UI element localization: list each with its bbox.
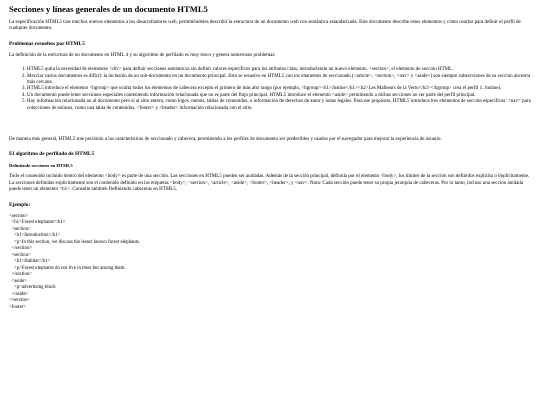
defining-heading: Definiendo secciones en HTML5 bbox=[9, 163, 73, 169]
problems-list-item: 3. HTML5 introduce el elemento <hgroup> que oculta todos los elementos de cabecera excepto el primero de más alto rango (por ejemplo, <hgroup><h1>Justine</h1><h2>Les Malheurs de la Vertu</h2></hgroup> crea el perfil 1. Justine). bbox=[27, 86, 531, 92]
spacer bbox=[9, 120, 531, 137]
algorithm-heading: El algoritmo de perfilado de HTML5 bbox=[9, 151, 95, 158]
problems-list-item: 2. Mezclar varios documentos es difícil: la inclusión de un sub-documento en un documento principal. Esto se resuelve en HTML5 con los elementos de seccionado (<article>, <section>, <nav> y <aside>) son siempre subsecciones de su sección ancestra más cercana. bbox=[27, 74, 531, 87]
intro-paragraph: La especificación HTML5 trae muchos nuevos elementos a los desarrolladores web, permitiéndoles describir la estructura de un documento web con semántica estandarizada. Este documento describe estos elementos y cómo usarlos para definir el perfil de cualquier documento. bbox=[9, 20, 521, 32]
problems-intro: La definición de la estructura de un documento en HTML 4 y su algoritmo de perfilado es muy tosco y genera numerosos problemas: bbox=[9, 52, 276, 58]
problems-list bbox=[9, 67, 531, 112]
example-heading: Ejemplo: bbox=[9, 201, 31, 208]
defining-paragraph: Todo el contenido incluido dentro del elemento <body> es parte de una sección. Las secciones en HTML5 pueden ser anidadas. Además de la sección principal, definida por el elemento <body>, los límites de la sección son definidos explícita o implícitamente. La secciones definidas explícitamente son el contenido definido en las etiquetas <body>, <section>, <article>, <aside>, <footer>, <header>, y <nav>. Nota: Cada sección puede tener su propia jerarquía de cabeceras. Por lo tanto, incluso una sección anidada puede tener un elemento <h1>. Consulte también Definiendo cabeceras en HTML5. bbox=[9, 174, 530, 193]
problems-list-item: 4. Un documento puede tener secciones especiales conteniendo información relacionada que no es parte del flujo principal. HTML5 introduce el elemento <aside> permitiendo a dichas secciones no ser parte del perfil principal. bbox=[27, 93, 531, 99]
summary-paragraph: De manera más general, HTML5 trae precisión a las características de seccionado y cabecera, permitiendo a los perfiles de documento ser predecibles y usados por el navegador para mejorar la experiencia de usuario. bbox=[9, 137, 442, 143]
page-title: Secciones y líneas generales de un documento HTML5 bbox=[9, 4, 208, 14]
problems-heading: Problemas resueltos por HTML5 bbox=[9, 40, 85, 47]
problems-list-item: 1. HTML5 quita la necesidad de elementos <div> para definir secciones semánticas sin definir valores específicos para los atributos class, introduciendo un nuevo elemento, <section>, el elemento de sección HTML. bbox=[27, 67, 531, 73]
problems-list-item: 5. Hay información relacionada no al documento pero si al sitio entero, como logos, menús, tablas de contenidos, o información de derechos de autor y notas legales. Para ese propósito, HTML5 introduce tres elementos de sección específicos: <nav> para colecciones de enlaces, como una tabla de contenidos, <footer> y <header> información relacionada con el sitio. bbox=[27, 99, 531, 112]
example-code-block: <section> <h1>Forest elephants</h1> <section> <h1>Introduction</h1> <p>In this section, we discuss the lesser known forest elephants. </section> <section> <h1>Habitat</h1> <p>Forest elephants do not live in trees but among them. </section> <aside> <p>advertising block </aside> </section> <footer> bbox=[9, 213, 141, 310]
